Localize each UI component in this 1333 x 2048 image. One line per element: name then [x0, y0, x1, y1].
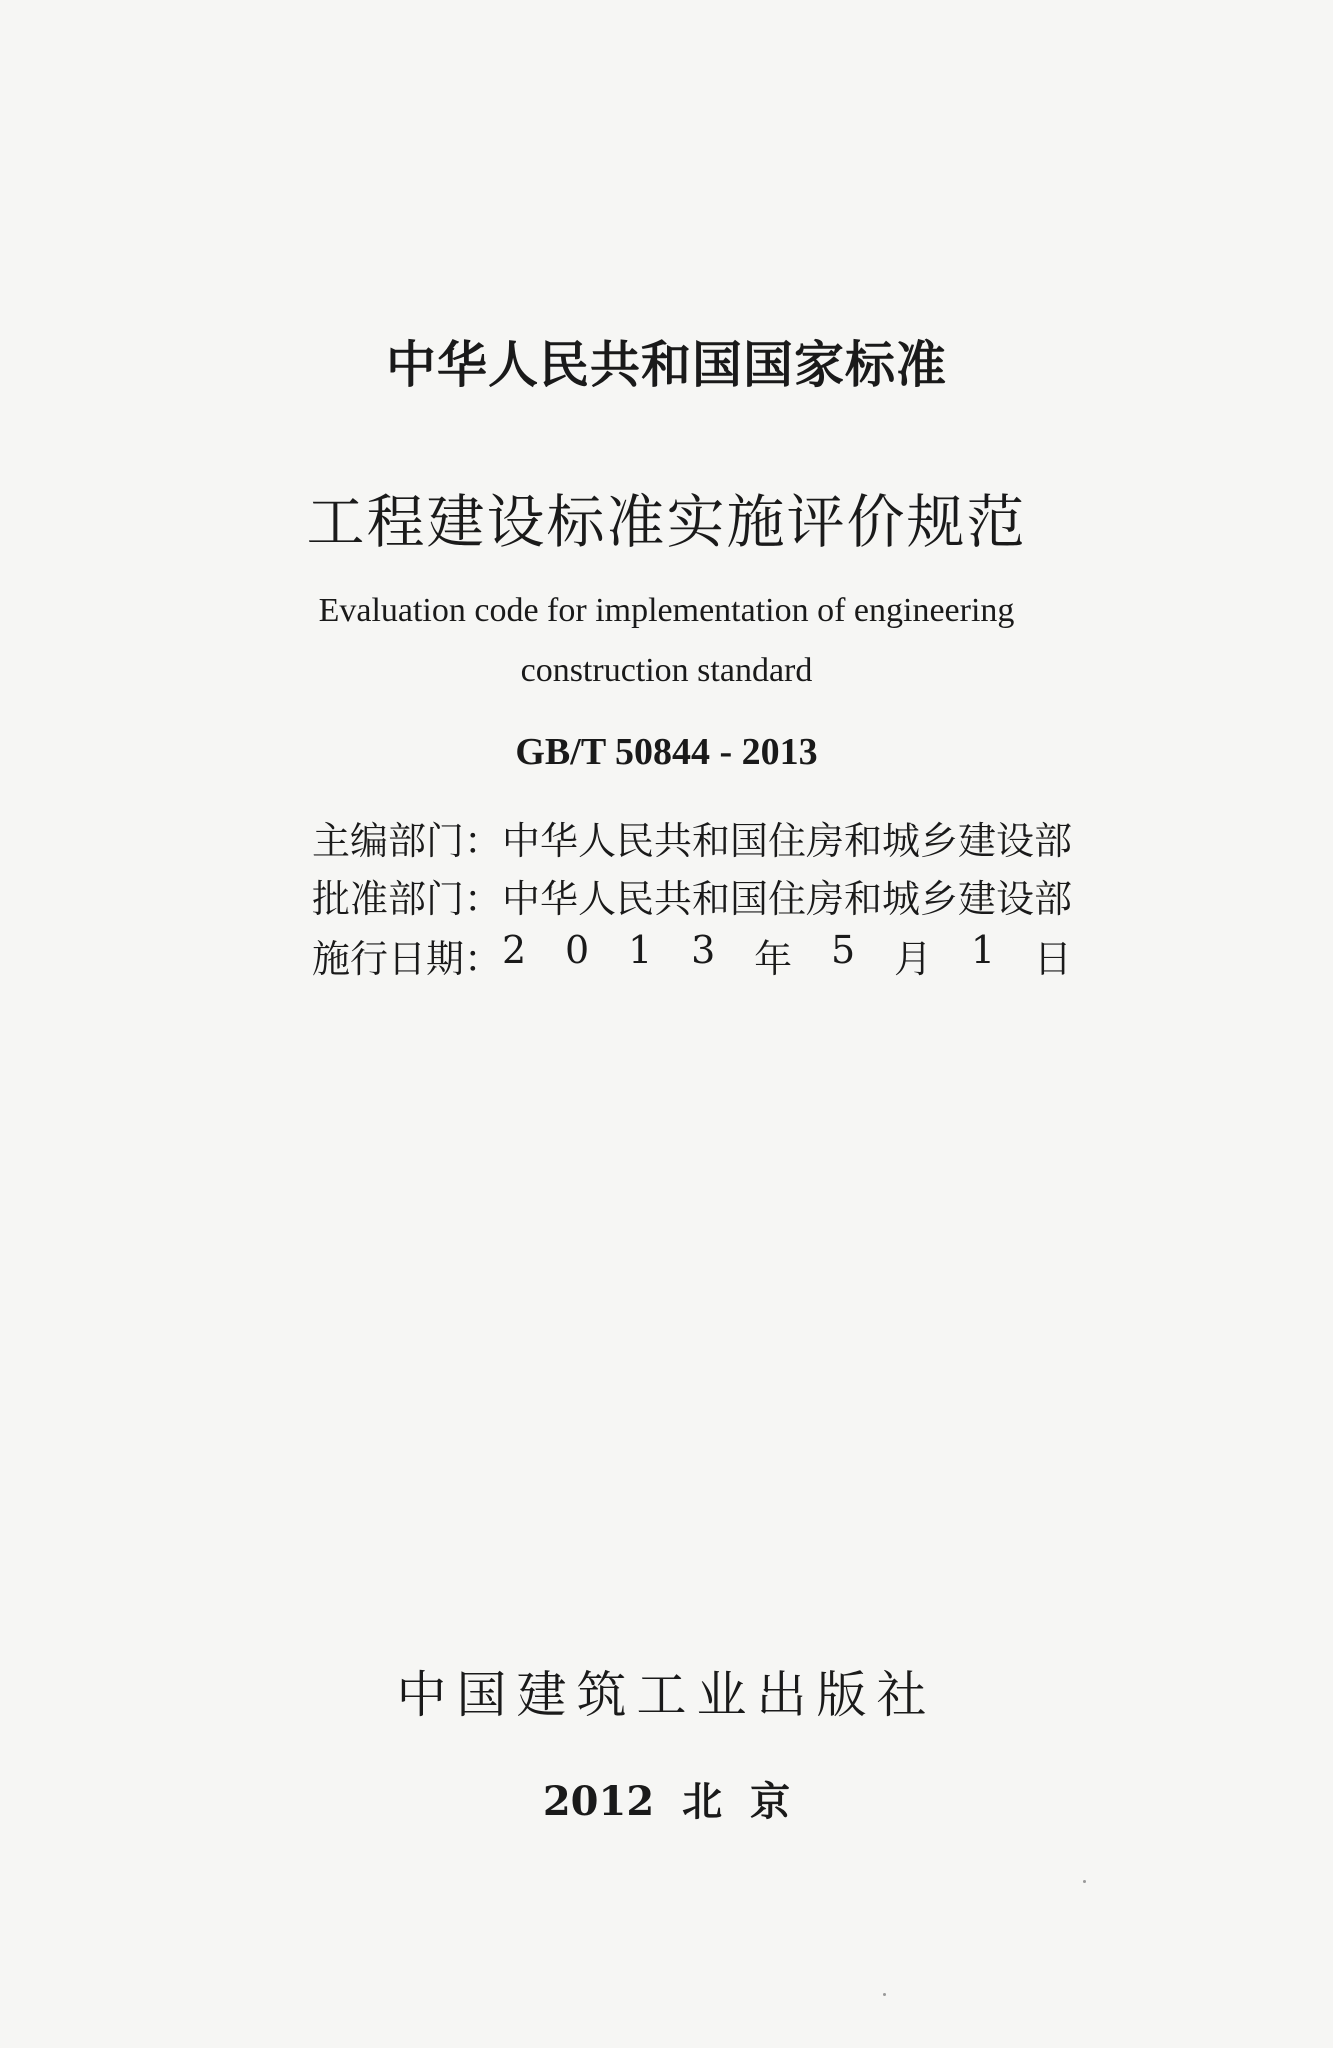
date-part: 2: [502, 928, 527, 972]
date-part: 月: [894, 937, 933, 981]
scan-speck: [883, 1993, 886, 1996]
publisher-name: 中国建筑工业出版社: [396, 1666, 937, 1724]
date-part: 3: [691, 928, 716, 972]
date-part: 1: [970, 928, 996, 972]
effective-date-value: [502, 928, 1072, 983]
publication-city-char-2: 京: [750, 1778, 791, 1825]
standard-title-english-line-2: construction standard: [520, 652, 813, 689]
chief-editor-value: 中华人民共和国住房和城乡建设部: [502, 819, 1073, 863]
effective-date-label: 施行日期：: [312, 937, 503, 981]
date-part: 年: [754, 937, 793, 981]
national-standard-heading: 中华人民共和国国家标准: [386, 336, 947, 394]
date-part: 0: [565, 928, 590, 972]
scan-speck: [1083, 1880, 1086, 1883]
publication-city-char-1: 北: [682, 1778, 723, 1825]
standard-title-english-line-1: Evaluation code for implementation of engineering: [318, 592, 1015, 629]
effective-date-row: [312, 928, 1092, 983]
standard-code: GB/T 50844 - 2013: [515, 731, 818, 773]
standard-title-chinese: 工程建设标准实施评价规范: [306, 488, 1027, 556]
approval-value: 中华人民共和国住房和城乡建设部: [502, 877, 1073, 921]
date-part: 5: [831, 928, 856, 972]
chief-editor-label: 主编部门：: [312, 819, 503, 863]
date-part: 1: [628, 928, 653, 972]
publication-year: 2012: [542, 1778, 655, 1825]
publication-place-year: [0, 1770, 1333, 1827]
date-part: 日: [1033, 937, 1072, 981]
approval-label: 批准部门：: [312, 877, 503, 921]
approval-row: [312, 868, 1092, 923]
chief-editor-row: [312, 810, 1092, 865]
